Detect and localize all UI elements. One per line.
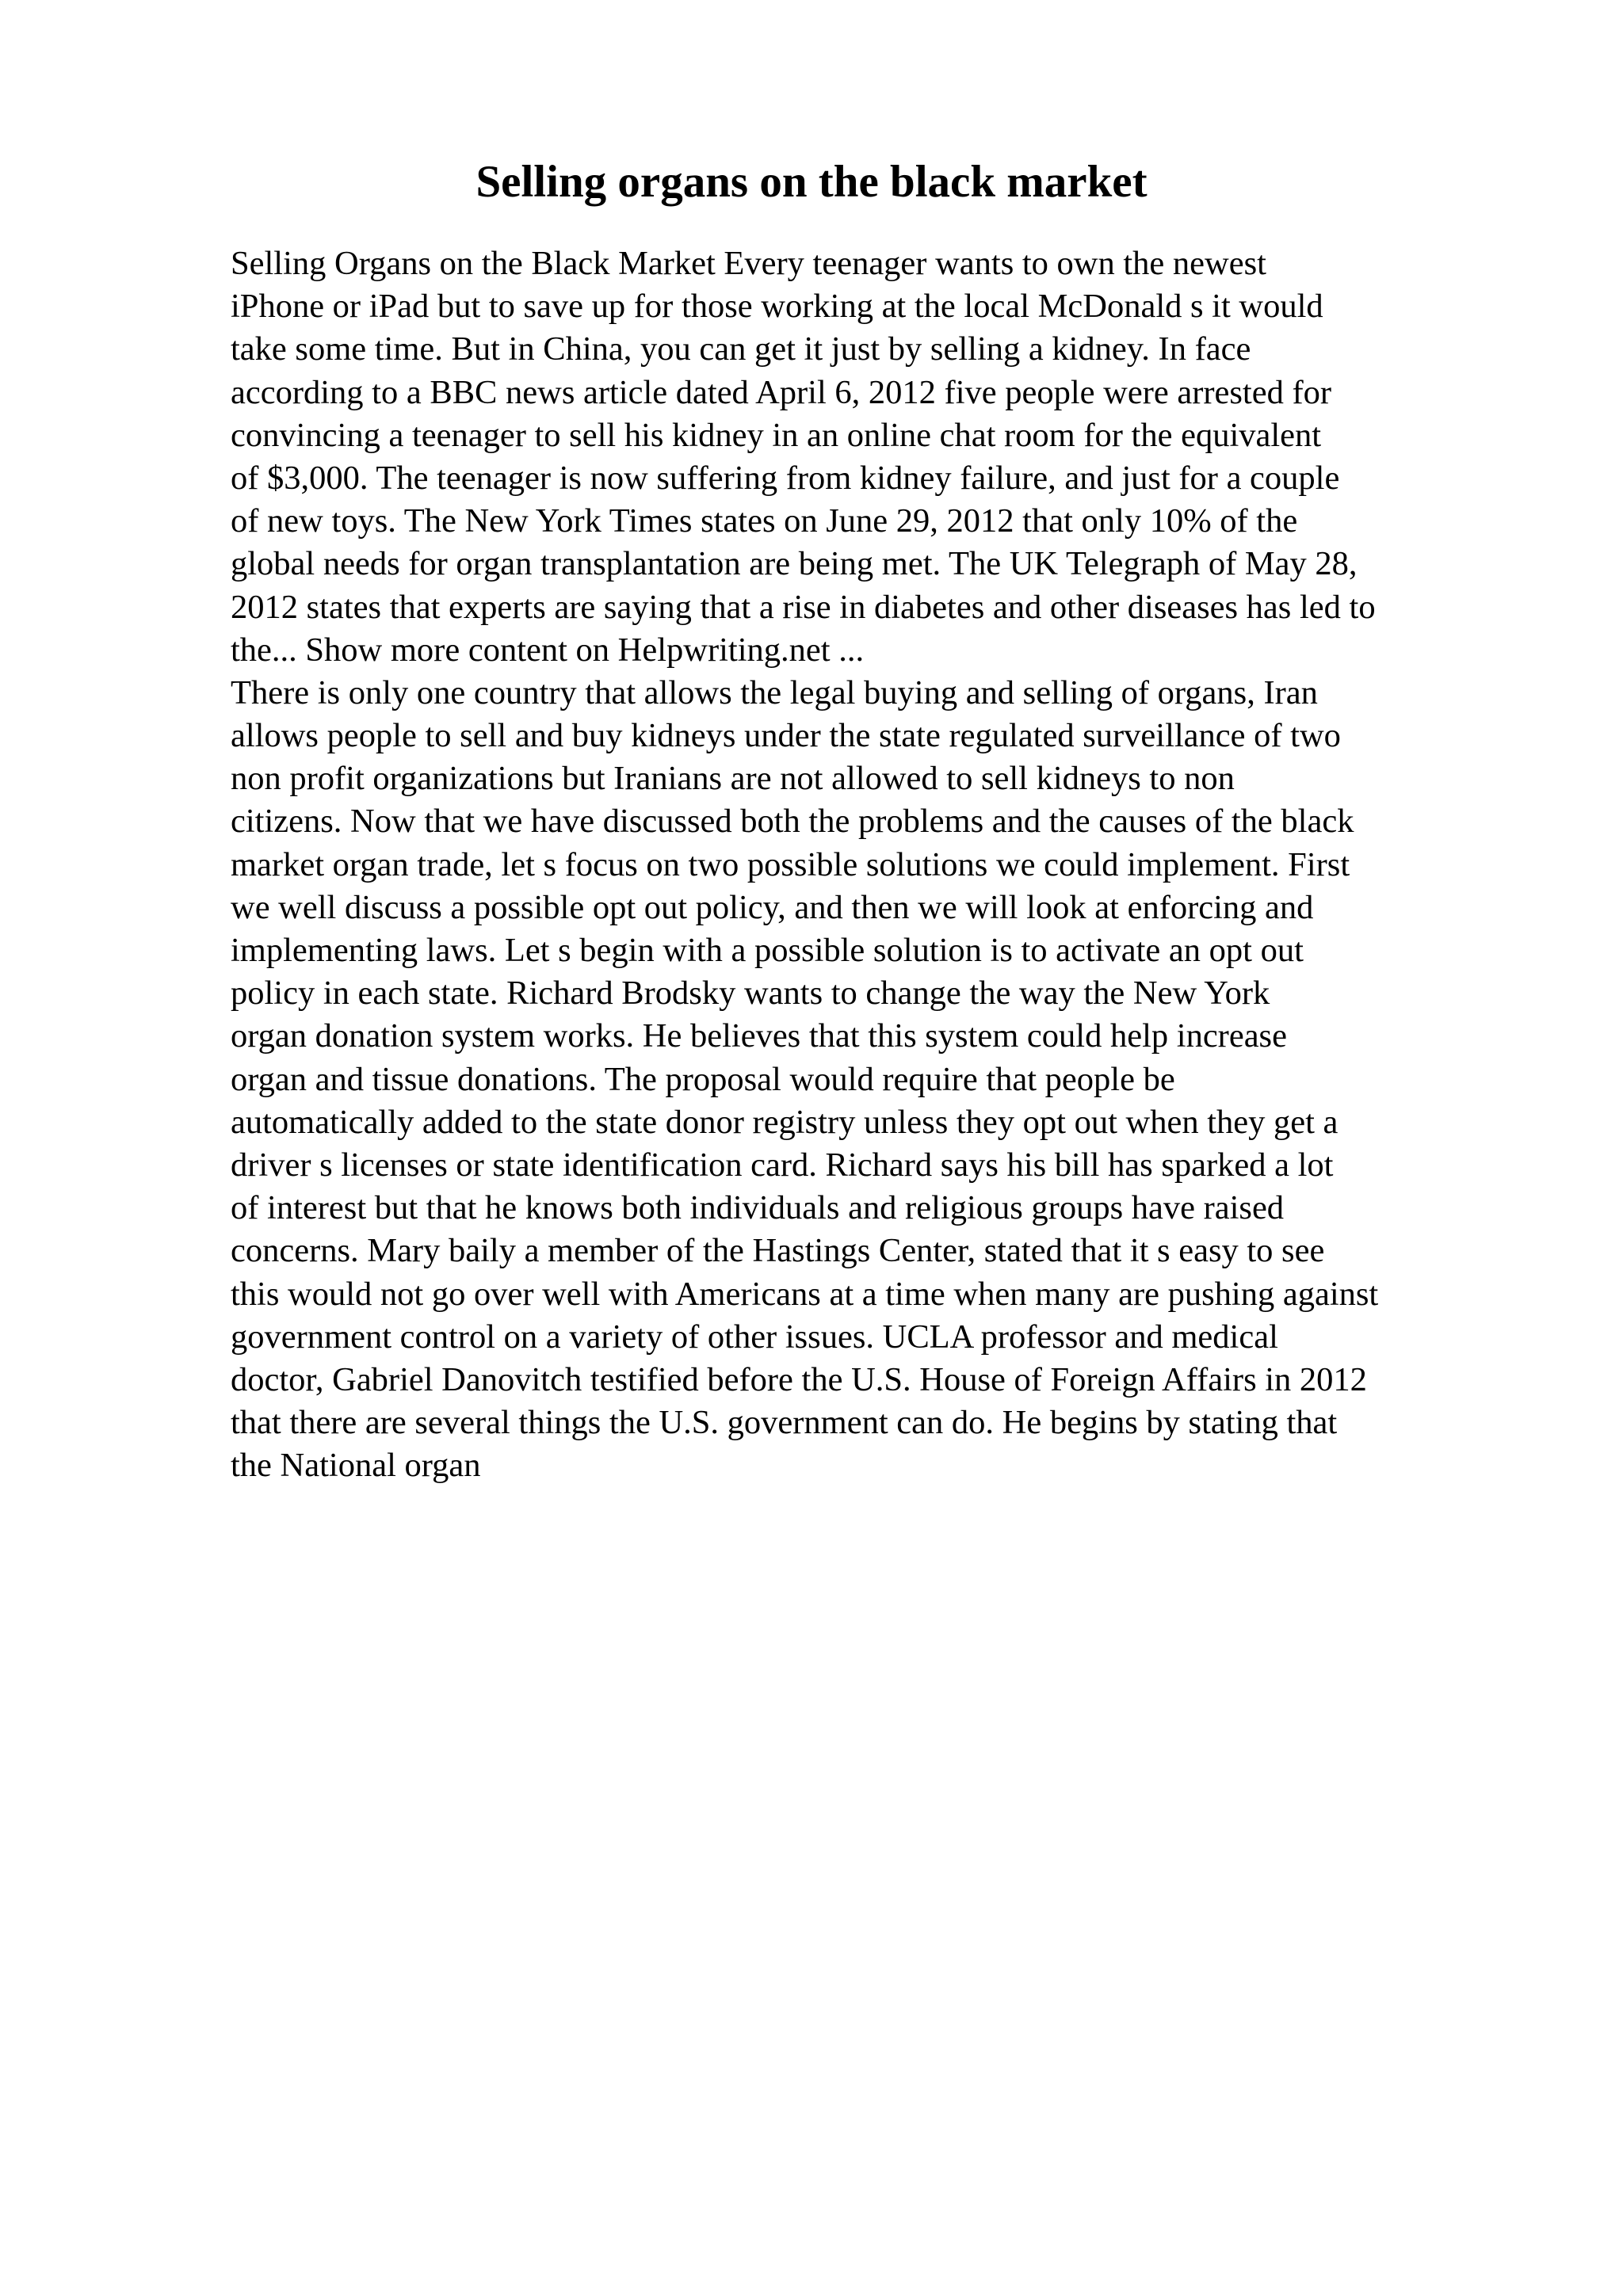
text-line: convincing a teenager to sell his kidney in an online chat room for the equivalent	[231, 416, 1322, 454]
text-line: implementing laws. Let s begin with a possible solution is to activate an opt out	[231, 932, 1304, 969]
text-line: take some time. But in China, you can get it just by selling a kidney. In face	[231, 330, 1251, 368]
text-line: 2012 states that experts are saying that a rise in diabetes and other diseases has led to	[231, 588, 1376, 626]
text-line: according to a BBC news article dated April 6, 2012 five people were arrested for	[231, 373, 1332, 411]
text-line: doctor, Gabriel Danovitch testified before the U.S. House of Foreign Affairs in 2012	[231, 1360, 1367, 1398]
text-line: government control on a variety of other issues. UCLA professor and medical	[231, 1318, 1278, 1356]
text-line: automatically added to the state donor registry unless they opt out when they get a	[231, 1103, 1338, 1141]
text-line: citizens. Now that we have discussed both the problems and the causes of the black	[231, 803, 1354, 841]
text-line: non profit organizations but Iranians are not allowed to sell kidneys to non	[231, 760, 1235, 798]
text-line: iPhone or iPad but to save up for those working at the local McDonald s it would	[231, 288, 1323, 326]
text-line: this would not go over well with Americans at a time when many are pushing against	[231, 1275, 1379, 1313]
text-line: market organ trade, let s focus on two possible solutions we could implement. First	[231, 845, 1350, 883]
text-line: that there are several things the U.S. government can do. He begins by stating that	[231, 1404, 1338, 1442]
document-title: Selling organs on the black market	[475, 157, 1148, 207]
text-line: global needs for organ transplantation are being met. The UK Telegraph of May 28,	[231, 545, 1358, 583]
document-body	[231, 242, 1499, 1487]
text-line: the National organ	[231, 1447, 481, 1485]
text-line: allows people to sell and buy kidneys under the state regulated surveillance of two	[231, 717, 1341, 755]
text-line: the... Show more content on Helpwriting.net ...	[231, 631, 865, 669]
text-line: we well discuss a possible opt out policy, and then we will look at enforcing and	[231, 888, 1314, 926]
text-line: organ donation system works. He believes that this system could help increase	[231, 1017, 1287, 1055]
text-line: driver s licenses or state identification card. Richard says his bill has sparked a lot	[231, 1146, 1334, 1184]
text-line: of interest but that he knows both individuals and religious groups have raised	[231, 1189, 1285, 1227]
text-line: organ and tissue donations. The proposal would require that people be	[231, 1060, 1175, 1098]
text-line: Selling Organs on the Black Market Every teenager wants to own the newest	[231, 245, 1266, 282]
text-line: There is only one country that allows the legal buying and selling of organs, Iran	[231, 673, 1318, 711]
text-line: of new toys. The New York Times states on June 29, 2012 that only 10% of the	[231, 502, 1298, 540]
text-line: of $3,000. The teenager is now suffering from kidney failure, and just for a couple	[231, 459, 1340, 497]
text-line: concerns. Mary baily a member of the Hastings Center, stated that it s easy to see	[231, 1232, 1325, 1270]
text-line: policy in each state. Richard Brodsky wants to change the way the New York	[231, 974, 1270, 1013]
